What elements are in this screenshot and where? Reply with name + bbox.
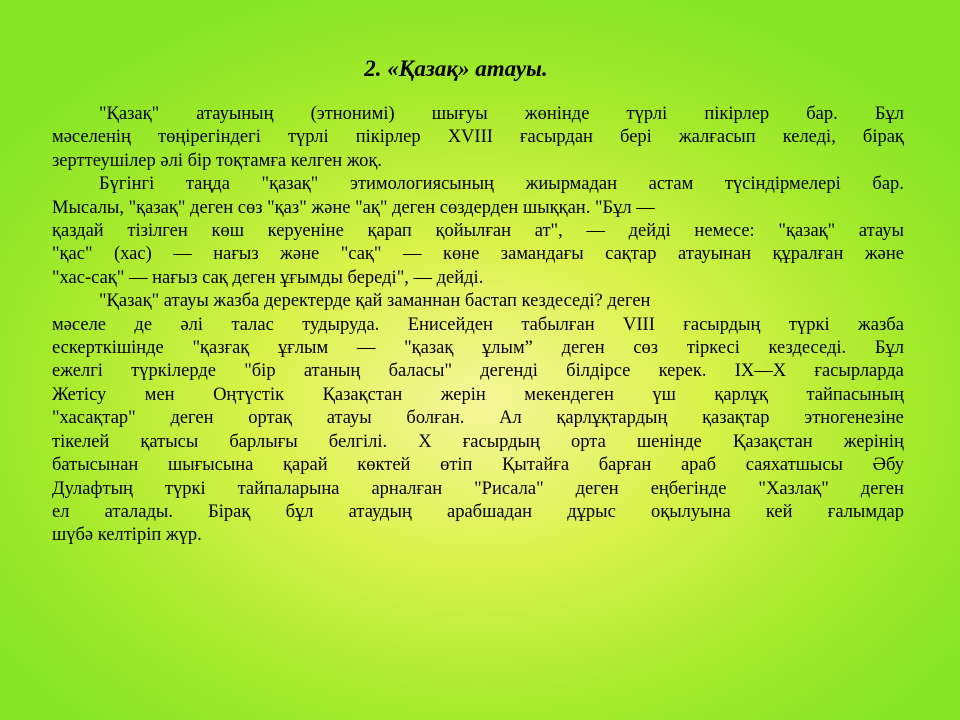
text-line: Жетісу мен Оңтүстік Қазақстан жерін мекендеген үш қарлұқ тайпасының xyxy=(52,384,904,405)
text-line: "Қазақ" атауының (этнонимі) шығуы жөнінде түрлі пікірлер бар. Бұл xyxy=(99,104,904,124)
text-line: Дулафтың түркі тайпаларына арналған "Рисала" деген еңбегінде "Хазлақ" деген xyxy=(52,478,904,499)
text-line: мәселе де әлі талас тудыруда. Енисейден табылған VIII ғасырдың түркі жазба xyxy=(52,314,904,335)
body-text xyxy=(52,103,904,548)
text-line: мәселенің төңірегіндегі түрлі пікірлер XVIII ғасырдан бері жалғасып келеді, бірақ xyxy=(52,127,904,148)
text-line: Мысалы, "қазақ" деген сөз "қаз" және "ақ" деген сөздерден шыққан. "Бұл — xyxy=(52,197,655,218)
text-line: Бүгінгі таңда "қазақ" этимологиясының жиырмадан астам түсіндірмелері бар. xyxy=(99,174,904,195)
text-line: шүбә келтіріп жүр. xyxy=(52,525,202,546)
text-line: ежелгі түркілерде "бір атаның баласы" дегенді білдірсе керек. IX—Х ғасырларда xyxy=(52,361,904,382)
text-line: ел аталады. Бірақ бұл атаудың арабшадан дұрыс оқылуына кей ғалымдар xyxy=(52,501,904,522)
text-line: "хас-сақ" — нағыз сақ деген ұғымды береді", — дейді. xyxy=(52,267,484,288)
text-line: "Қазақ" атауы жазба деректерде қай заманнан бастап кездеседі? деген xyxy=(99,291,651,312)
text-line: батысынан шығысына қарай көктей өтіп Қытайға барған араб саяхатшысы Әбу xyxy=(52,455,904,476)
text-line: "қас" (хас) — нағыз және "сақ" — көне замандағы сақтар атауынан құралған және xyxy=(52,244,904,265)
text-line: зерттеушілер әлі бір тоқтамға келген жоқ. xyxy=(52,150,383,171)
text-line: тікелей қатысы барлығы белгілі. X ғасырдың орта шенінде Қазақстан жерінің xyxy=(52,431,904,452)
text-line: қаздай тізілген көш керуеніне қарап қойылған ат", — дейді немесе: "қазақ" атауы xyxy=(52,221,904,242)
text-line: "хасақтар" деген ортақ атауы болған. Ал қарлұқтардың қазақтар этногенезіне xyxy=(52,408,904,429)
text-line: ескерткішінде "қазғақ ұғлым — "қазақ ұлым” деген сөз тіркесі кездеседі. Бұл xyxy=(52,338,904,359)
slide-title: 2. «Қазақ» атауы. xyxy=(364,56,548,81)
